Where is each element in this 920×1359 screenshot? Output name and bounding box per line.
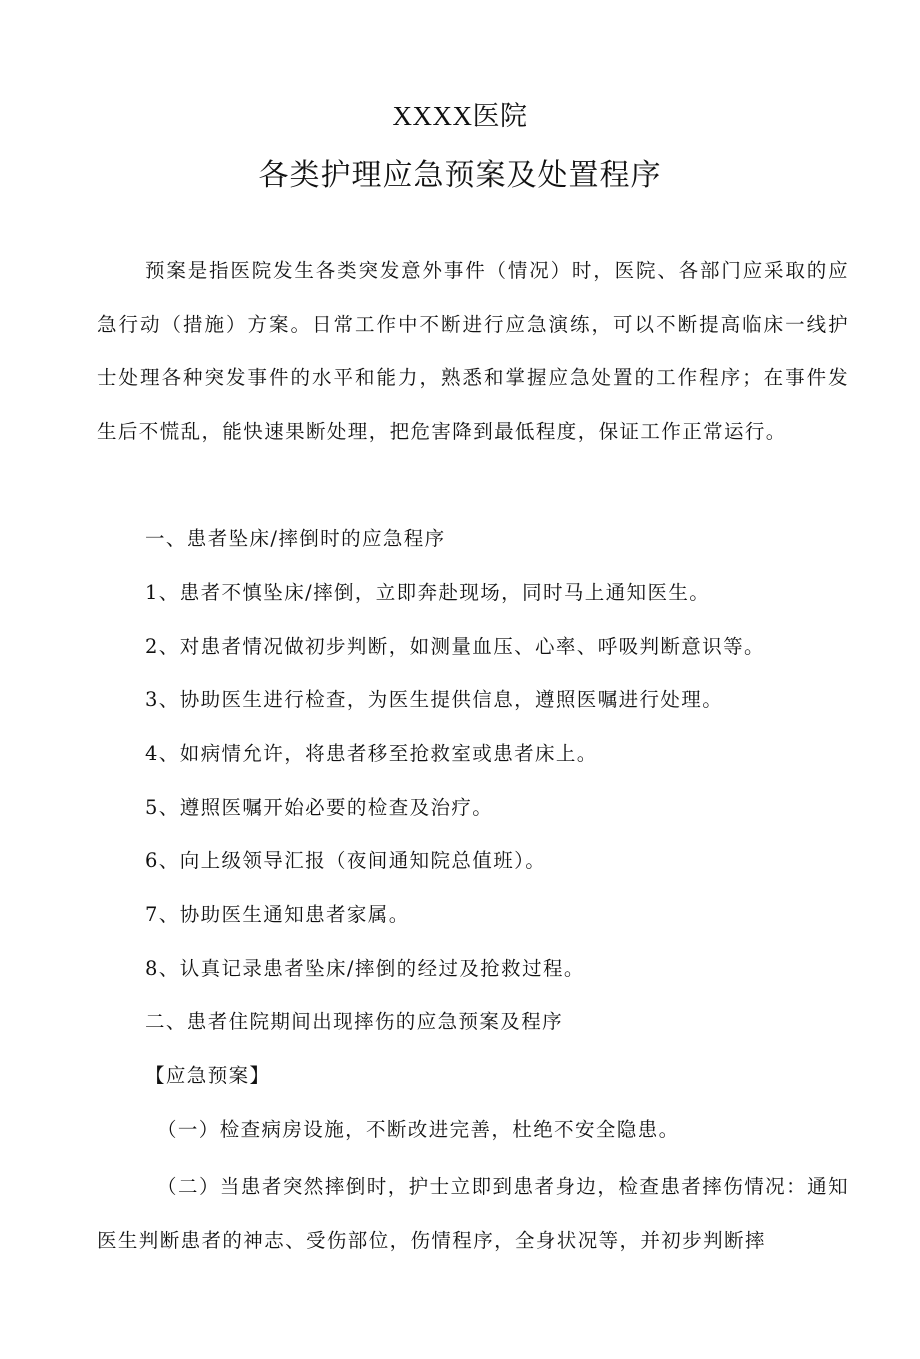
plan-item-2: （二）当患者突然摔倒时，护士立即到患者身边，检查患者摔伤情况：通知医生判断患者的神志、受伤部位，伤情程序，全身状况等，并初步判断摔 (97, 1175, 849, 1252)
plan-item-1: （一）检查病房设施，不断改进完善，杜绝不安全隐患。 (157, 1118, 680, 1141)
intro-paragraph: 预案是指医院发生各类突发意外事件（情况）时，医院、各部门应采取的应急行动（措施）方案。日常工作中不断进行应急演练，可以不断提高临床一线护士处理各种突发事件的水平和能力，熟悉和掌握应急处置的工作程序；在事件发生后不慌乱，能快速果断处理，把危害降到最低程度，保证工作正常运行。 (97, 259, 849, 443)
step-2: 2、对患者情况做初步判断，如测量血压、心率、呼吸判断意识等。 (145, 635, 765, 658)
subheading-emergency-plan: 【应急预案】 (145, 1064, 271, 1087)
section-heading-1: 一、患者坠床/摔倒时的应急程序 (145, 527, 446, 550)
document-title: 各类护理应急预案及处置程序 (258, 158, 662, 193)
section-heading-2: 二、患者住院期间出现摔伤的应急预案及程序 (145, 1010, 564, 1033)
hospital-name: XXXX医院 (392, 101, 528, 131)
step-7: 7、协助医生通知患者家属。 (145, 903, 410, 926)
step-6: 6、向上级领导汇报（夜间通知院总值班）。 (145, 849, 547, 872)
step-5: 5、遵照医嘱开始必要的检查及治疗。 (145, 796, 494, 819)
step-8: 8、认真记录患者坠床/摔倒的经过及抢救过程。 (145, 957, 585, 980)
step-4: 4、如病情允许，将患者移至抢救室或患者床上。 (145, 742, 598, 765)
step-3: 3、协助医生进行检查，为医生提供信息，遵照医嘱进行处理。 (145, 688, 724, 711)
step-1: 1、患者不慎坠床/摔倒，立即奔赴现场，同时马上通知医生。 (145, 581, 711, 604)
